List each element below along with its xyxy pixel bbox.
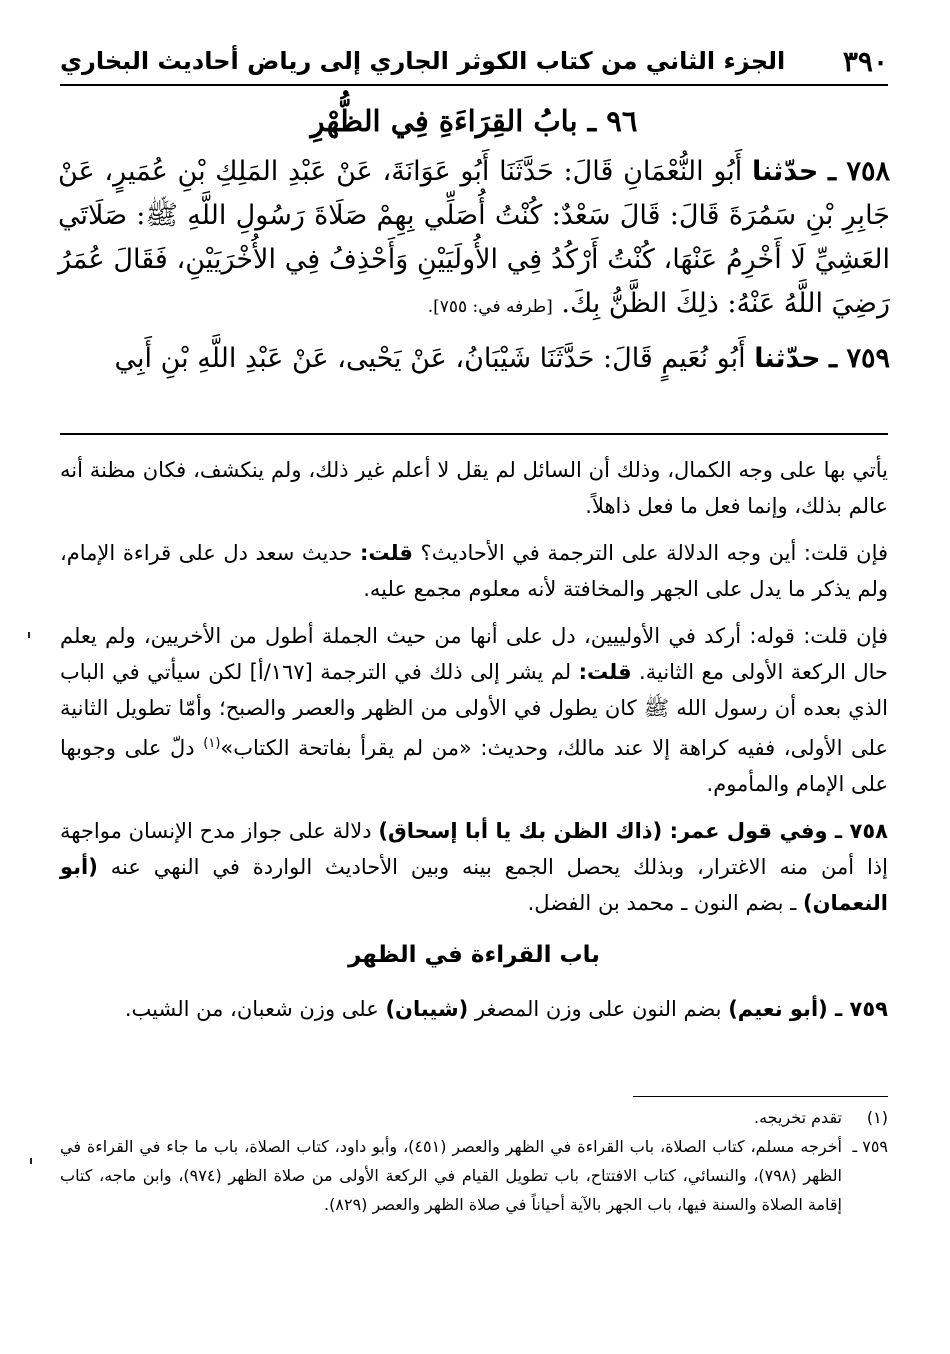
- hadith-number: ٧٥٨ ـ: [828, 156, 890, 187]
- commentary-text: فإن قلت: قوله: أركد في الأولييين، دل على أنها من حيث الجملة أطول من الأخريين، ولم يعلم حال الركعة الأولى مع الثانية.: [60, 624, 888, 684]
- commentary-paragraph: [60, 535, 888, 607]
- hadith-body: أَبُو النُّعْمَانِ قَالَ: حَدَّثَنَا أَبُو عَوَانَةَ، عَنْ عَبْدِ المَلِكِ بْنِ عُمَيرٍ، عَنْ جَابِرِ بْنِ سَمُرَةَ قَالَ: قَالَ سَعْدٌ: كُنْتُ أُصَلِّي بِهِمْ صَلَاةَ رَسُولِ اللَّهِ ﷺ: صَلَاتَي العَشِيِّ لَا أَخْرِمُ عَنْهَا، كُنْتُ أَرْكُدُ فِي الأُولَيَيْنِ وَأَحْذِفُ فِي الأُخْرَيَيْنِ، فَقَالَ عُمَرُ رَضِيَ اللَّهُ عَنْهُ: ذلِكَ الظَّنُّ بِكَ.: [58, 156, 890, 319]
- commentary-lemma: ٧٥٩ ـ (أبو نعيم): [728, 997, 888, 1021]
- footnote-text: أخرجه مسلم، كتاب الصلاة، باب القراءة في الظهر والعصر (٤٥١)، وأبو داود، كتاب الصلاة، باب ما جاء في القراءة في الظهر (٧٩٨)، والنسائي، كتاب الافتتاح، باب تطويل القيام في الركعة الأولى من صلاة الظهر (٩٧٤)، وابن ماجه، كتاب إقامة الصلاة والسنة فيها، باب الجهر بالآية أحياناً في صلاة الظهر والعصر (٨٢٩).: [60, 1137, 843, 1214]
- footnote: [60, 1132, 888, 1219]
- commentary-text: دلالة على جواز مدح الإنسان مواجهة إذا أمن منه الاغترار، وبذلك يحصل الجمع بينه وبين الأحاديث الواردة في النهي عنه: [60, 819, 888, 879]
- commentary-text: دلّ على وجوبها على الإمام والمأموم.: [60, 736, 888, 796]
- footnote-divider: [633, 1096, 888, 1097]
- hadith-body: أَبُو نُعَيمٍ قَالَ: حَدَّثَنَا شَيْبَانُ، عَنْ يَحْيى، عَنْ عَبْدِ اللَّهِ بْنِ أَبِي: [114, 343, 746, 374]
- footnotes: [60, 1103, 888, 1219]
- footnote: [60, 1103, 888, 1132]
- footnote-marker: ٧٥٩ ـ: [852, 1137, 888, 1156]
- footnote-ref: (١): [203, 736, 221, 751]
- commentary-lemma: (شيبان): [385, 997, 469, 1021]
- commentary-paragraph: [60, 813, 888, 921]
- commentary-text: فإن قلت: أين وجه الدلالة على الترجمة في الأحاديث؟: [420, 541, 889, 565]
- commentary-text: على وزن شعبان، من الشيب.: [124, 997, 379, 1021]
- footnote-text: تقدم تخريجه.: [754, 1108, 842, 1127]
- commentary-text: يأتي بها على وجه الكمال، وذلك أن السائل لم يقل لا أعلم غير ذلك، ولم ينكشف، فكان مظنة أنه عالم بذلك، وإنما فعل ما فعل ذاهلاً.: [60, 458, 888, 518]
- hadith-number: ٧٥٩ ـ: [829, 343, 890, 374]
- commentary-paragraph: [60, 618, 888, 802]
- commentary-paragraph: [60, 991, 888, 1027]
- commentary-paragraph: [60, 452, 888, 524]
- scan-speck: [28, 632, 30, 638]
- commentary-lemma: ٧٥٨ ـ وفي قول عمر: (ذاك الظن بك يا أبا إسحاق): [378, 819, 888, 843]
- subchapter-title: باب القراءة في الظهر: [348, 942, 600, 968]
- scan-speck: [30, 1158, 32, 1164]
- commentary-text: لم يشر إلى ذلك في الترجمة [١٦٧/أ] لكن سيأتي في الباب الذي بعده أن رسول الله ﷺ كان يطول في الأولى من الظهر والعصر والصبح؛ وأمّا تطويل الثانية على الأولى، ففيه كراهة إلا عند مالك، وحديث: «من لم يقرأ بفاتحة الكتاب»: [60, 660, 888, 760]
- hadith-759: [58, 337, 890, 381]
- page-number: ٣٩٠: [842, 44, 888, 78]
- running-header: [60, 38, 888, 86]
- commentary-lemma: (أبو النعمان): [60, 855, 888, 915]
- hadith-opening: حدّثنا: [752, 156, 819, 187]
- hadith-opening: حدّثنا: [754, 343, 821, 374]
- section-divider: [60, 433, 888, 435]
- hadith-text: [58, 150, 890, 389]
- chapter-title: ٩٦ ـ بابُ القِرَاءَةِ فِي الظُّهْرِ: [310, 104, 638, 138]
- tarf-reference: [طرفه في: ٧٥٥].: [427, 297, 553, 317]
- qultu-label: قلت:: [359, 541, 413, 565]
- commentary-text: ـ بضم النون ـ محمد بن الفضل.: [527, 891, 797, 915]
- commentary: [60, 452, 888, 1038]
- commentary-text: حديث سعد دل على قراءة الإمام، ولم يذكر ما يدل على الجهر والمخافتة لأنه معلوم مجمع عليه.: [60, 541, 888, 601]
- hadith-758: [58, 150, 890, 329]
- qultu-label: قلت:: [578, 660, 632, 684]
- footnote-marker: (١): [866, 1108, 888, 1127]
- commentary-text: بضم النون على وزن المصغر: [474, 997, 722, 1021]
- book-title: الجزء الثاني من كتاب الكوثر الجاري إلى رياض أحاديث البخاري: [60, 47, 786, 75]
